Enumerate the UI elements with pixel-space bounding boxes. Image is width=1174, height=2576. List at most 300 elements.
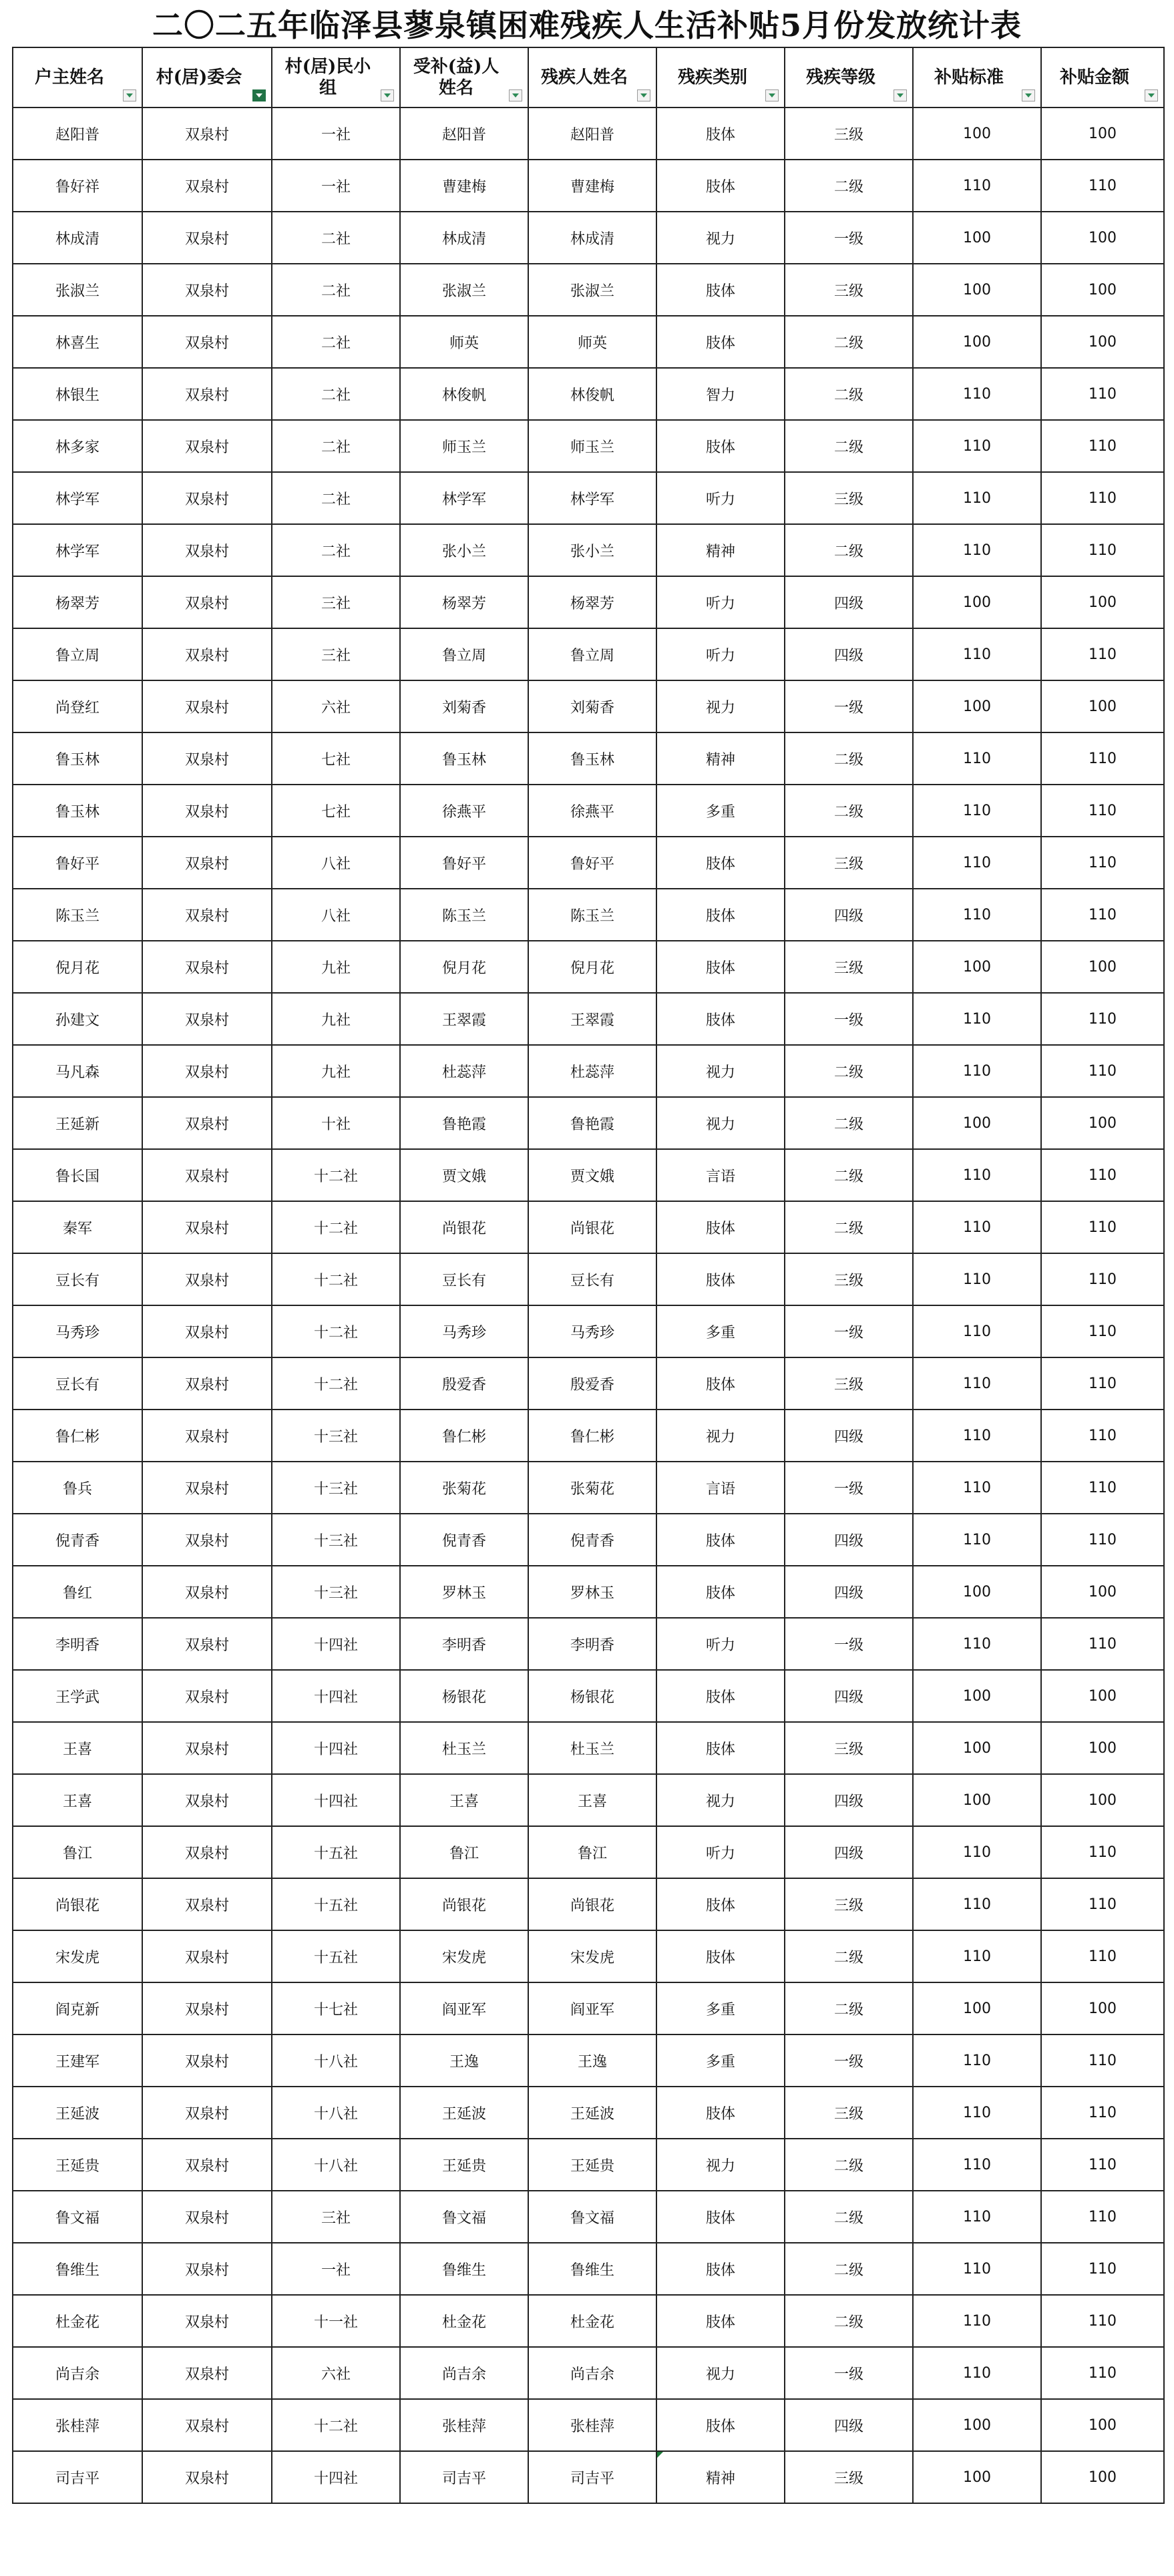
subsidy-amount-cell[interactable]: 100 <box>1041 108 1164 160</box>
recipient-name-cell[interactable]: 王喜 <box>400 1774 528 1826</box>
disability-type-cell[interactable]: 精神 <box>656 732 785 785</box>
disability-level-cell[interactable]: 一级 <box>785 212 913 264</box>
subsidy-standard-cell[interactable]: 100 <box>913 1566 1041 1618</box>
recipient-name-cell[interactable]: 鲁仁彬 <box>400 1410 528 1462</box>
village-committee-cell[interactable]: 双泉村 <box>142 264 272 316</box>
disability-level-cell[interactable]: 二级 <box>785 420 913 472</box>
disability-level-cell[interactable]: 三级 <box>785 1357 913 1410</box>
disability-level-cell[interactable]: 三级 <box>785 472 913 524</box>
disability-type-cell[interactable]: 肢体 <box>656 2295 785 2347</box>
village-group-cell[interactable]: 十二社 <box>272 1357 400 1410</box>
subsidy-amount-cell[interactable]: 110 <box>1041 2139 1164 2191</box>
header-village-group[interactable] <box>272 47 400 108</box>
disabled-name-cell[interactable]: 宋发虎 <box>528 1930 656 1982</box>
subsidy-amount-cell[interactable]: 100 <box>1041 1982 1164 2034</box>
village-committee-cell[interactable]: 双泉村 <box>142 732 272 785</box>
village-committee-cell[interactable]: 双泉村 <box>142 1253 272 1305</box>
disabled-name-cell[interactable]: 师英 <box>528 316 656 368</box>
subsidy-amount-cell[interactable]: 110 <box>1041 785 1164 837</box>
disability-type-cell[interactable]: 视力 <box>656 1410 785 1462</box>
recipient-name-cell[interactable]: 张小兰 <box>400 524 528 576</box>
village-group-cell[interactable]: 十二社 <box>272 2399 400 2451</box>
subsidy-standard-cell[interactable]: 110 <box>913 889 1041 941</box>
subsidy-amount-cell[interactable]: 110 <box>1041 1618 1164 1670</box>
disabled-name-cell[interactable]: 张菊花 <box>528 1462 656 1514</box>
disability-level-cell[interactable]: 二级 <box>785 1045 913 1097</box>
recipient-name-cell[interactable]: 徐燕平 <box>400 785 528 837</box>
household-name-cell[interactable]: 豆长有 <box>13 1357 142 1410</box>
household-name-cell[interactable]: 林多家 <box>13 420 142 472</box>
household-name-cell[interactable]: 鲁好平 <box>13 837 142 889</box>
village-committee-cell[interactable]: 双泉村 <box>142 2295 272 2347</box>
subsidy-amount-cell[interactable]: 110 <box>1041 1930 1164 1982</box>
disability-level-cell[interactable]: 一级 <box>785 2347 913 2399</box>
disability-type-cell[interactable]: 肢体 <box>656 1722 785 1774</box>
village-group-cell[interactable]: 七社 <box>272 785 400 837</box>
subsidy-amount-cell[interactable]: 110 <box>1041 1357 1164 1410</box>
subsidy-amount-cell[interactable]: 110 <box>1041 732 1164 785</box>
household-name-cell[interactable]: 尚登红 <box>13 680 142 732</box>
disabled-name-cell[interactable]: 倪月花 <box>528 941 656 993</box>
disability-type-cell[interactable]: 肢体 <box>656 941 785 993</box>
village-committee-cell[interactable]: 双泉村 <box>142 1462 272 1514</box>
disability-type-cell[interactable]: 肢体 <box>656 264 785 316</box>
subsidy-standard-cell[interactable]: 110 <box>913 1514 1041 1566</box>
recipient-name-cell[interactable]: 赵阳普 <box>400 108 528 160</box>
subsidy-amount-cell[interactable]: 110 <box>1041 2295 1164 2347</box>
recipient-name-cell[interactable]: 林学军 <box>400 472 528 524</box>
subsidy-standard-cell[interactable]: 100 <box>913 2451 1041 2503</box>
disabled-name-cell[interactable]: 杜蕊萍 <box>528 1045 656 1097</box>
village-committee-cell[interactable]: 双泉村 <box>142 1618 272 1670</box>
disability-type-cell[interactable]: 言语 <box>656 1462 785 1514</box>
household-name-cell[interactable]: 李明香 <box>13 1618 142 1670</box>
household-name-cell[interactable]: 林银生 <box>13 368 142 420</box>
disability-type-cell[interactable]: 听力 <box>656 1826 785 1878</box>
disabled-name-cell[interactable]: 鲁维生 <box>528 2243 656 2295</box>
disability-level-cell[interactable]: 二级 <box>785 1982 913 2034</box>
recipient-name-cell[interactable]: 马秀珍 <box>400 1305 528 1357</box>
subsidy-standard-cell[interactable]: 100 <box>913 576 1041 628</box>
village-group-cell[interactable]: 一社 <box>272 108 400 160</box>
household-name-cell[interactable]: 王喜 <box>13 1722 142 1774</box>
subsidy-amount-cell[interactable]: 100 <box>1041 1097 1164 1149</box>
recipient-name-cell[interactable]: 倪青香 <box>400 1514 528 1566</box>
disabled-name-cell[interactable]: 王延波 <box>528 2087 656 2139</box>
recipient-name-cell[interactable]: 王延贵 <box>400 2139 528 2191</box>
household-name-cell[interactable]: 倪青香 <box>13 1514 142 1566</box>
disability-level-cell[interactable]: 二级 <box>785 2191 913 2243</box>
subsidy-standard-cell[interactable]: 110 <box>913 1410 1041 1462</box>
disability-type-cell[interactable]: 肢体 <box>656 837 785 889</box>
household-name-cell[interactable]: 鲁玉林 <box>13 785 142 837</box>
header-household-name[interactable] <box>13 47 142 108</box>
disability-level-cell[interactable]: 二级 <box>785 1097 913 1149</box>
disability-level-cell[interactable]: 三级 <box>785 108 913 160</box>
village-group-cell[interactable]: 一社 <box>272 2243 400 2295</box>
disabled-name-cell[interactable]: 鲁文福 <box>528 2191 656 2243</box>
subsidy-amount-cell[interactable]: 100 <box>1041 212 1164 264</box>
village-group-cell[interactable]: 三社 <box>272 2191 400 2243</box>
recipient-name-cell[interactable]: 宋发虎 <box>400 1930 528 1982</box>
household-name-cell[interactable]: 宋发虎 <box>13 1930 142 1982</box>
recipient-name-cell[interactable]: 杜玉兰 <box>400 1722 528 1774</box>
subsidy-amount-cell[interactable]: 110 <box>1041 889 1164 941</box>
subsidy-amount-cell[interactable]: 110 <box>1041 1253 1164 1305</box>
subsidy-amount-cell[interactable]: 110 <box>1041 2243 1164 2295</box>
subsidy-standard-cell[interactable]: 100 <box>913 941 1041 993</box>
village-group-cell[interactable]: 九社 <box>272 993 400 1045</box>
disability-level-cell[interactable]: 四级 <box>785 1670 913 1722</box>
disabled-name-cell[interactable]: 王翠霞 <box>528 993 656 1045</box>
disability-level-cell[interactable]: 三级 <box>785 1253 913 1305</box>
subsidy-amount-cell[interactable]: 110 <box>1041 1878 1164 1930</box>
disability-level-cell[interactable]: 四级 <box>785 576 913 628</box>
village-group-cell[interactable]: 二社 <box>272 368 400 420</box>
subsidy-standard-cell[interactable]: 110 <box>913 1878 1041 1930</box>
disability-type-cell[interactable]: 肢体 <box>656 1566 785 1618</box>
village-group-cell[interactable]: 一社 <box>272 160 400 212</box>
village-committee-cell[interactable]: 双泉村 <box>142 1149 272 1201</box>
disability-type-cell[interactable]: 肢体 <box>656 316 785 368</box>
disability-type-cell[interactable]: 肢体 <box>656 1201 785 1253</box>
village-committee-cell[interactable]: 双泉村 <box>142 1774 272 1826</box>
village-committee-cell[interactable]: 双泉村 <box>142 2451 272 2503</box>
subsidy-standard-cell[interactable]: 110 <box>913 2191 1041 2243</box>
disability-type-cell[interactable]: 肢体 <box>656 2399 785 2451</box>
household-name-cell[interactable]: 鲁红 <box>13 1566 142 1618</box>
recipient-name-cell[interactable]: 陈玉兰 <box>400 889 528 941</box>
subsidy-standard-cell[interactable]: 100 <box>913 212 1041 264</box>
village-group-cell[interactable]: 二社 <box>272 524 400 576</box>
village-group-cell[interactable]: 十五社 <box>272 1826 400 1878</box>
disability-level-cell[interactable]: 一级 <box>785 1462 913 1514</box>
disability-type-cell[interactable]: 听力 <box>656 576 785 628</box>
disability-level-cell[interactable]: 三级 <box>785 2087 913 2139</box>
disability-type-cell[interactable]: 肢体 <box>656 1670 785 1722</box>
subsidy-amount-cell[interactable]: 110 <box>1041 2034 1164 2087</box>
household-name-cell[interactable]: 陈玉兰 <box>13 889 142 941</box>
disability-level-cell[interactable]: 二级 <box>785 2295 913 2347</box>
disability-level-cell[interactable]: 一级 <box>785 2034 913 2087</box>
disability-level-cell[interactable]: 三级 <box>785 1722 913 1774</box>
subsidy-amount-cell[interactable]: 110 <box>1041 1305 1164 1357</box>
village-committee-cell[interactable]: 双泉村 <box>142 993 272 1045</box>
village-committee-cell[interactable]: 双泉村 <box>142 2191 272 2243</box>
subsidy-standard-cell[interactable]: 110 <box>913 2139 1041 2191</box>
disabled-name-cell[interactable]: 张淑兰 <box>528 264 656 316</box>
village-group-cell[interactable]: 二社 <box>272 420 400 472</box>
disability-level-cell[interactable]: 四级 <box>785 2399 913 2451</box>
recipient-name-cell[interactable]: 曹建梅 <box>400 160 528 212</box>
disability-level-cell[interactable]: 三级 <box>785 264 913 316</box>
village-group-cell[interactable]: 十四社 <box>272 1670 400 1722</box>
household-name-cell[interactable]: 鲁江 <box>13 1826 142 1878</box>
subsidy-amount-cell[interactable]: 100 <box>1041 1774 1164 1826</box>
subsidy-amount-cell[interactable]: 110 <box>1041 2087 1164 2139</box>
village-group-cell[interactable]: 七社 <box>272 732 400 785</box>
disabled-name-cell[interactable]: 师玉兰 <box>528 420 656 472</box>
village-committee-cell[interactable]: 双泉村 <box>142 1045 272 1097</box>
village-committee-cell[interactable]: 双泉村 <box>142 368 272 420</box>
subsidy-standard-cell[interactable]: 110 <box>913 1357 1041 1410</box>
disability-type-cell[interactable]: 精神 <box>656 2451 785 2503</box>
household-name-cell[interactable]: 鲁兵 <box>13 1462 142 1514</box>
household-name-cell[interactable]: 司吉平 <box>13 2451 142 2503</box>
disabled-name-cell[interactable]: 鲁玉林 <box>528 732 656 785</box>
subsidy-standard-cell[interactable]: 110 <box>913 2295 1041 2347</box>
subsidy-amount-cell[interactable]: 100 <box>1041 680 1164 732</box>
disability-type-cell[interactable]: 视力 <box>656 212 785 264</box>
household-name-cell[interactable]: 鲁好祥 <box>13 160 142 212</box>
household-name-cell[interactable]: 鲁长国 <box>13 1149 142 1201</box>
filter-dropdown-icon[interactable] <box>637 89 650 101</box>
disability-level-cell[interactable]: 二级 <box>785 2243 913 2295</box>
recipient-name-cell[interactable]: 鲁玉林 <box>400 732 528 785</box>
household-name-cell[interactable]: 杨翠芳 <box>13 576 142 628</box>
household-name-cell[interactable]: 王延贵 <box>13 2139 142 2191</box>
disability-level-cell[interactable]: 二级 <box>785 1930 913 1982</box>
disability-level-cell[interactable]: 二级 <box>785 2139 913 2191</box>
disability-level-cell[interactable]: 二级 <box>785 785 913 837</box>
disabled-name-cell[interactable]: 赵阳普 <box>528 108 656 160</box>
disability-type-cell[interactable]: 听力 <box>656 628 785 680</box>
disability-type-cell[interactable]: 肢体 <box>656 160 785 212</box>
household-name-cell[interactable]: 尚吉余 <box>13 2347 142 2399</box>
recipient-name-cell[interactable]: 贾文娥 <box>400 1149 528 1201</box>
subsidy-amount-cell[interactable]: 110 <box>1041 1826 1164 1878</box>
subsidy-standard-cell[interactable]: 110 <box>913 993 1041 1045</box>
disability-level-cell[interactable]: 四级 <box>785 1514 913 1566</box>
village-committee-cell[interactable]: 双泉村 <box>142 2087 272 2139</box>
disabled-name-cell[interactable]: 尚银花 <box>528 1201 656 1253</box>
subsidy-standard-cell[interactable]: 110 <box>913 785 1041 837</box>
village-group-cell[interactable]: 八社 <box>272 889 400 941</box>
subsidy-standard-cell[interactable]: 110 <box>913 1045 1041 1097</box>
recipient-name-cell[interactable]: 阎亚军 <box>400 1982 528 2034</box>
disabled-name-cell[interactable]: 李明香 <box>528 1618 656 1670</box>
subsidy-standard-cell[interactable]: 100 <box>913 1982 1041 2034</box>
disability-type-cell[interactable]: 肢体 <box>656 2243 785 2295</box>
subsidy-amount-cell[interactable]: 110 <box>1041 1514 1164 1566</box>
disabled-name-cell[interactable]: 豆长有 <box>528 1253 656 1305</box>
village-group-cell[interactable]: 九社 <box>272 941 400 993</box>
subsidy-amount-cell[interactable]: 110 <box>1041 420 1164 472</box>
disability-type-cell[interactable]: 多重 <box>656 785 785 837</box>
household-name-cell[interactable]: 张桂萍 <box>13 2399 142 2451</box>
household-name-cell[interactable]: 林学军 <box>13 472 142 524</box>
disability-type-cell[interactable]: 多重 <box>656 1305 785 1357</box>
village-group-cell[interactable]: 三社 <box>272 576 400 628</box>
subsidy-standard-cell[interactable]: 110 <box>913 2034 1041 2087</box>
disabled-name-cell[interactable]: 林俊帆 <box>528 368 656 420</box>
recipient-name-cell[interactable]: 王翠霞 <box>400 993 528 1045</box>
filter-dropdown-icon[interactable] <box>1145 89 1158 101</box>
recipient-name-cell[interactable]: 鲁江 <box>400 1826 528 1878</box>
village-group-cell[interactable]: 三社 <box>272 628 400 680</box>
subsidy-standard-cell[interactable]: 100 <box>913 680 1041 732</box>
disability-type-cell[interactable]: 肢体 <box>656 1878 785 1930</box>
village-group-cell[interactable]: 二社 <box>272 264 400 316</box>
village-group-cell[interactable]: 十二社 <box>272 1201 400 1253</box>
header-subsidy-amount[interactable] <box>1041 47 1164 108</box>
subsidy-standard-cell[interactable]: 110 <box>913 420 1041 472</box>
recipient-name-cell[interactable]: 林俊帆 <box>400 368 528 420</box>
household-name-cell[interactable]: 林喜生 <box>13 316 142 368</box>
village-group-cell[interactable]: 十一社 <box>272 2295 400 2347</box>
recipient-name-cell[interactable]: 林成清 <box>400 212 528 264</box>
subsidy-standard-cell[interactable]: 110 <box>913 524 1041 576</box>
filter-dropdown-icon[interactable] <box>381 89 394 101</box>
disabled-name-cell[interactable]: 杨翠芳 <box>528 576 656 628</box>
disabled-name-cell[interactable]: 张小兰 <box>528 524 656 576</box>
subsidy-amount-cell[interactable]: 100 <box>1041 1722 1164 1774</box>
disabled-name-cell[interactable]: 倪青香 <box>528 1514 656 1566</box>
disability-level-cell[interactable]: 四级 <box>785 628 913 680</box>
subsidy-amount-cell[interactable]: 110 <box>1041 472 1164 524</box>
disabled-name-cell[interactable]: 罗林玉 <box>528 1566 656 1618</box>
household-name-cell[interactable]: 王延新 <box>13 1097 142 1149</box>
village-group-cell[interactable]: 十七社 <box>272 1982 400 2034</box>
subsidy-amount-cell[interactable]: 110 <box>1041 524 1164 576</box>
subsidy-amount-cell[interactable]: 100 <box>1041 941 1164 993</box>
household-name-cell[interactable]: 倪月花 <box>13 941 142 993</box>
disability-type-cell[interactable]: 视力 <box>656 1045 785 1097</box>
filter-dropdown-icon[interactable] <box>894 89 907 101</box>
disabled-name-cell[interactable]: 王逸 <box>528 2034 656 2087</box>
header-recipient-name[interactable] <box>400 47 528 108</box>
disability-type-cell[interactable]: 视力 <box>656 2347 785 2399</box>
subsidy-standard-cell[interactable]: 110 <box>913 837 1041 889</box>
disability-level-cell[interactable]: 一级 <box>785 993 913 1045</box>
subsidy-amount-cell[interactable]: 110 <box>1041 628 1164 680</box>
village-committee-cell[interactable]: 双泉村 <box>142 889 272 941</box>
village-committee-cell[interactable]: 双泉村 <box>142 1566 272 1618</box>
disabled-name-cell[interactable]: 杜玉兰 <box>528 1722 656 1774</box>
household-name-cell[interactable]: 秦军 <box>13 1201 142 1253</box>
subsidy-standard-cell[interactable]: 100 <box>913 1722 1041 1774</box>
subsidy-standard-cell[interactable]: 100 <box>913 316 1041 368</box>
subsidy-amount-cell[interactable]: 110 <box>1041 1045 1164 1097</box>
village-committee-cell[interactable]: 双泉村 <box>142 108 272 160</box>
disabled-name-cell[interactable]: 鲁江 <box>528 1826 656 1878</box>
disability-level-cell[interactable]: 二级 <box>785 316 913 368</box>
subsidy-amount-cell[interactable]: 100 <box>1041 1566 1164 1618</box>
recipient-name-cell[interactable]: 鲁维生 <box>400 2243 528 2295</box>
village-committee-cell[interactable]: 双泉村 <box>142 837 272 889</box>
subsidy-standard-cell[interactable]: 110 <box>913 1618 1041 1670</box>
village-committee-cell[interactable]: 双泉村 <box>142 1097 272 1149</box>
village-committee-cell[interactable]: 双泉村 <box>142 2399 272 2451</box>
disability-type-cell[interactable]: 肢体 <box>656 993 785 1045</box>
subsidy-standard-cell[interactable]: 110 <box>913 628 1041 680</box>
subsidy-standard-cell[interactable]: 100 <box>913 108 1041 160</box>
disability-type-cell[interactable]: 多重 <box>656 2034 785 2087</box>
recipient-name-cell[interactable]: 李明香 <box>400 1618 528 1670</box>
disability-type-cell[interactable]: 视力 <box>656 680 785 732</box>
village-group-cell[interactable]: 十四社 <box>272 1618 400 1670</box>
recipient-name-cell[interactable]: 尚吉余 <box>400 2347 528 2399</box>
subsidy-standard-cell[interactable]: 110 <box>913 160 1041 212</box>
subsidy-standard-cell[interactable]: 100 <box>913 1774 1041 1826</box>
village-committee-cell[interactable]: 双泉村 <box>142 2034 272 2087</box>
subsidy-amount-cell[interactable]: 110 <box>1041 1462 1164 1514</box>
village-committee-cell[interactable]: 双泉村 <box>142 941 272 993</box>
header-disabled-name[interactable] <box>528 47 656 108</box>
household-name-cell[interactable]: 王喜 <box>13 1774 142 1826</box>
disabled-name-cell[interactable]: 张桂萍 <box>528 2399 656 2451</box>
disabled-name-cell[interactable]: 鲁仁彬 <box>528 1410 656 1462</box>
recipient-name-cell[interactable]: 杜金花 <box>400 2295 528 2347</box>
disabled-name-cell[interactable]: 尚银花 <box>528 1878 656 1930</box>
disability-type-cell[interactable]: 肢体 <box>656 1930 785 1982</box>
subsidy-amount-cell[interactable]: 110 <box>1041 2347 1164 2399</box>
village-committee-cell[interactable]: 双泉村 <box>142 1982 272 2034</box>
disability-level-cell[interactable]: 二级 <box>785 524 913 576</box>
village-group-cell[interactable]: 二社 <box>272 212 400 264</box>
disability-level-cell[interactable]: 四级 <box>785 1826 913 1878</box>
household-name-cell[interactable]: 阎克新 <box>13 1982 142 2034</box>
household-name-cell[interactable]: 豆长有 <box>13 1253 142 1305</box>
village-group-cell[interactable]: 十八社 <box>272 2034 400 2087</box>
village-committee-cell[interactable]: 双泉村 <box>142 1722 272 1774</box>
subsidy-amount-cell[interactable]: 110 <box>1041 1149 1164 1201</box>
village-group-cell[interactable]: 十三社 <box>272 1566 400 1618</box>
filter-active-icon[interactable] <box>252 89 266 101</box>
village-committee-cell[interactable]: 双泉村 <box>142 2243 272 2295</box>
disability-level-cell[interactable]: 二级 <box>785 1201 913 1253</box>
village-group-cell[interactable]: 十八社 <box>272 2087 400 2139</box>
subsidy-amount-cell[interactable]: 110 <box>1041 2191 1164 2243</box>
subsidy-amount-cell[interactable]: 100 <box>1041 1670 1164 1722</box>
disabled-name-cell[interactable]: 贾文娥 <box>528 1149 656 1201</box>
header-village-committee[interactable] <box>142 47 272 108</box>
disability-level-cell[interactable]: 二级 <box>785 368 913 420</box>
disabled-name-cell[interactable]: 曹建梅 <box>528 160 656 212</box>
village-committee-cell[interactable]: 双泉村 <box>142 680 272 732</box>
village-committee-cell[interactable]: 双泉村 <box>142 1826 272 1878</box>
village-committee-cell[interactable]: 双泉村 <box>142 2347 272 2399</box>
village-group-cell[interactable]: 十三社 <box>272 1514 400 1566</box>
disabled-name-cell[interactable]: 王喜 <box>528 1774 656 1826</box>
disabled-name-cell[interactable]: 马秀珍 <box>528 1305 656 1357</box>
village-committee-cell[interactable]: 双泉村 <box>142 160 272 212</box>
disability-level-cell[interactable]: 四级 <box>785 1774 913 1826</box>
header-disability-level[interactable] <box>785 47 913 108</box>
disability-level-cell[interactable]: 二级 <box>785 160 913 212</box>
household-name-cell[interactable]: 杜金花 <box>13 2295 142 2347</box>
disability-level-cell[interactable]: 四级 <box>785 1566 913 1618</box>
subsidy-amount-cell[interactable]: 100 <box>1041 2451 1164 2503</box>
village-committee-cell[interactable]: 双泉村 <box>142 1878 272 1930</box>
disability-level-cell[interactable]: 一级 <box>785 1305 913 1357</box>
subsidy-standard-cell[interactable]: 110 <box>913 368 1041 420</box>
subsidy-standard-cell[interactable]: 110 <box>913 2087 1041 2139</box>
disabled-name-cell[interactable]: 徐燕平 <box>528 785 656 837</box>
disability-type-cell[interactable]: 智力 <box>656 368 785 420</box>
disability-type-cell[interactable]: 精神 <box>656 524 785 576</box>
disability-level-cell[interactable]: 四级 <box>785 889 913 941</box>
subsidy-standard-cell[interactable]: 100 <box>913 1097 1041 1149</box>
village-committee-cell[interactable]: 双泉村 <box>142 472 272 524</box>
village-committee-cell[interactable]: 双泉村 <box>142 420 272 472</box>
village-committee-cell[interactable]: 双泉村 <box>142 576 272 628</box>
disabled-name-cell[interactable]: 鲁艳霞 <box>528 1097 656 1149</box>
village-committee-cell[interactable]: 双泉村 <box>142 1201 272 1253</box>
household-name-cell[interactable]: 鲁仁彬 <box>13 1410 142 1462</box>
village-committee-cell[interactable]: 双泉村 <box>142 1930 272 1982</box>
recipient-name-cell[interactable]: 杨翠芳 <box>400 576 528 628</box>
